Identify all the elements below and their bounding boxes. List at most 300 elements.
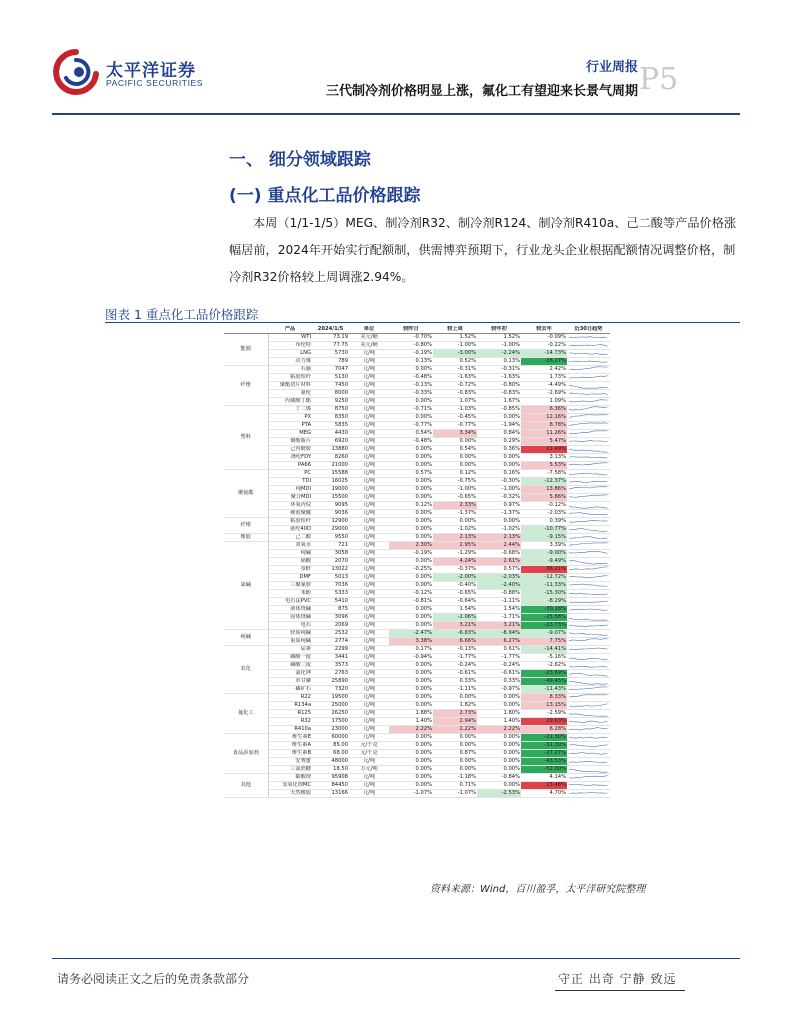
price-cell: 73.19	[312, 334, 349, 342]
sparkline-icon	[567, 654, 610, 661]
price-cell: 7320	[312, 686, 349, 694]
vs-last-year-cell: -2.59%	[521, 710, 567, 718]
sparkline-icon	[567, 438, 610, 445]
trend-sparkline	[567, 702, 610, 710]
vs-last-week-cell: -0.83%	[433, 390, 477, 398]
table-row	[224, 646, 610, 654]
vs-yesterday-cell: 0.00%	[389, 702, 433, 710]
category-cell: 农化	[224, 646, 268, 694]
vs-last-week-cell: 1.82%	[433, 702, 477, 710]
vs-last-week-cell: 2.95%	[433, 542, 477, 550]
vs-last-year-cell: 7.75%	[521, 638, 567, 646]
price-cell: 17500	[312, 718, 349, 726]
unit-cell: 元/吨	[349, 654, 389, 662]
vs-yesterday-cell: -0.25%	[389, 566, 433, 574]
product-name-cell: R22	[268, 694, 312, 702]
table-row	[224, 678, 610, 686]
category-cell: 能源	[224, 334, 268, 366]
vs-year-start-cell: 2.13%	[477, 534, 521, 542]
vs-last-week-cell: 0.00%	[433, 462, 477, 470]
price-cell: 12900	[312, 518, 349, 526]
sparkline-icon	[567, 406, 610, 413]
vs-yesterday-cell: 0.00%	[389, 582, 433, 590]
vs-yesterday-cell: -0.12%	[389, 590, 433, 598]
vs-year-start-cell: 0.00%	[477, 766, 521, 774]
vs-last-year-cell: -11.33%	[521, 582, 567, 590]
vs-yesterday-cell: -0.70%	[389, 334, 433, 342]
trend-sparkline	[567, 446, 610, 454]
unit-cell: 元/吨	[349, 790, 389, 798]
trend-sparkline	[567, 334, 610, 342]
product-name-cell: 氨纶	[268, 390, 312, 398]
table-row	[224, 558, 610, 566]
product-name-cell: 氨纶40D	[268, 526, 312, 534]
vs-last-year-cell: 13.15%	[521, 702, 567, 710]
vs-yesterday-cell: 1.40%	[389, 718, 433, 726]
vs-last-week-cell: -0.40%	[433, 582, 477, 590]
table-row	[224, 430, 610, 438]
vs-year-start-cell: 1.54%	[477, 606, 521, 614]
unit-cell: 美元/桶	[349, 334, 389, 342]
table-row	[224, 582, 610, 590]
trend-sparkline	[567, 358, 610, 366]
unit-cell: 元/吨	[349, 718, 389, 726]
table-row	[224, 518, 610, 526]
vs-yesterday-cell: 0.00%	[389, 670, 433, 678]
table-row	[224, 542, 610, 550]
sparkline-icon	[567, 774, 610, 781]
table-row	[224, 510, 610, 518]
sparkline-icon	[567, 462, 610, 469]
price-cell: 15588	[312, 470, 349, 478]
product-name-cell: 硝酸	[268, 558, 312, 566]
sparkline-icon	[567, 366, 610, 373]
header-price: 2024/1/5	[312, 326, 349, 334]
logo-cn-text: 太平洋证券	[106, 61, 196, 81]
trend-sparkline	[567, 710, 610, 718]
vs-last-week-cell: -6.83%	[433, 630, 477, 638]
vs-last-year-cell: -31.30%	[521, 742, 567, 750]
vs-yesterday-cell: -0.94%	[389, 654, 433, 662]
sparkline-icon	[567, 582, 610, 589]
vs-last-week-cell: 2.33%	[433, 502, 477, 510]
vs-yesterday-cell: 0.00%	[389, 494, 433, 502]
sparkline-icon	[567, 358, 610, 365]
vs-yesterday-cell: 0.17%	[389, 646, 433, 654]
vs-yesterday-cell: -0.48%	[389, 438, 433, 446]
price-cell: 25000	[312, 702, 349, 710]
sparkline-icon	[567, 710, 610, 717]
table-row	[224, 654, 610, 662]
vs-last-week-cell: -1.02%	[433, 526, 477, 534]
header-product: 产品	[268, 326, 312, 334]
vs-year-start-cell: -2.24%	[477, 350, 521, 358]
price-cell: 19000	[312, 486, 349, 494]
unit-cell: 元/吨	[349, 534, 389, 542]
sparkline-icon	[567, 758, 610, 765]
sparkline-icon	[567, 446, 610, 453]
sparkline-icon	[567, 550, 610, 557]
vs-last-week-cell: -2.06%	[433, 614, 477, 622]
unit-cell: 元/吨	[349, 382, 389, 390]
vs-last-year-cell: 36.21%	[521, 566, 567, 574]
sparkline-icon	[567, 542, 610, 549]
vs-last-week-cell: 0.52%	[433, 358, 477, 366]
price-cell: 77.75	[312, 342, 349, 350]
category-cell: 纤维	[224, 366, 268, 406]
vs-last-week-cell: 1.07%	[433, 398, 477, 406]
table-row	[224, 494, 610, 502]
price-cell: 60000	[312, 734, 349, 742]
trend-sparkline	[567, 478, 610, 486]
vs-yesterday-cell: 0.00%	[389, 366, 433, 374]
table-row	[224, 790, 610, 798]
category-cell: 纯碱	[224, 630, 268, 646]
vs-year-start-cell: -1.37%	[477, 510, 521, 518]
vs-year-start-cell: -0.85%	[477, 406, 521, 414]
vs-last-year-cell: -2.03%	[521, 510, 567, 518]
product-name-cell: LNG	[268, 350, 312, 358]
trend-sparkline	[567, 718, 610, 726]
vs-yesterday-cell: 0.00%	[389, 742, 433, 750]
price-cell: 85.00	[312, 742, 349, 750]
body-paragraph: 本周（1/1-1/5）MEG、制冷剂R32、制冷剂R124、制冷剂R410a、己二酸等产品价格涨幅居前，2024年开始实行配额制，供需博弈预期下，行业龙头企业根据配额情况调整价格，制冷剂R32价格较上周调涨2.94%。	[229, 216, 737, 284]
vs-last-week-cell: 1.54%	[433, 606, 477, 614]
trend-sparkline	[567, 550, 610, 558]
unit-cell: 元/吨	[349, 478, 389, 486]
vs-last-week-cell: 3.34%	[433, 430, 477, 438]
vs-last-year-cell: -30.18%	[521, 606, 567, 614]
sparkline-icon	[567, 718, 610, 725]
trend-sparkline	[567, 566, 610, 574]
price-cell: 9036	[312, 510, 349, 518]
unit-cell: 元/吨	[349, 662, 389, 670]
unit-cell: 元/吨	[349, 670, 389, 678]
product-name-cell: 安赛蜜	[268, 758, 312, 766]
vs-last-week-cell: 0.00%	[433, 758, 477, 766]
product-name-cell: 环氧丙烷	[268, 502, 312, 510]
vs-year-start-cell: 0.33%	[477, 678, 521, 686]
vs-year-start-cell: -1.11%	[477, 598, 521, 606]
trend-sparkline	[567, 494, 610, 502]
vs-last-year-cell: 15.48%	[521, 782, 567, 790]
vs-last-week-cell: 0.00%	[433, 694, 477, 702]
vs-yesterday-cell: 2.30%	[389, 542, 433, 550]
price-cell: 15500	[312, 494, 349, 502]
vs-year-start-cell: 0.00%	[477, 694, 521, 702]
table-row	[224, 694, 610, 702]
vs-year-start-cell: 0.16%	[477, 470, 521, 478]
vs-last-year-cell: -27.27%	[521, 750, 567, 758]
unit-cell: 元/吨	[349, 622, 389, 630]
unit-cell: 元/吨	[349, 430, 389, 438]
unit-cell: 元/吨	[349, 646, 389, 654]
trend-sparkline	[567, 382, 610, 390]
price-cell: 13166	[312, 790, 349, 798]
vs-last-year-cell: -43.53%	[521, 758, 567, 766]
vs-last-year-cell: -14.41%	[521, 646, 567, 654]
vs-yesterday-cell: 0.00%	[389, 750, 433, 758]
vs-last-year-cell: 8.33%	[521, 694, 567, 702]
vs-last-week-cell: -1.63%	[433, 374, 477, 382]
vs-year-start-cell: 3.21%	[477, 622, 521, 630]
unit-cell: 元/吨	[349, 470, 389, 478]
vs-last-week-cell: -3.00%	[433, 350, 477, 358]
vs-yesterday-cell: 0.00%	[389, 486, 433, 494]
trend-sparkline	[567, 734, 610, 742]
vs-last-week-cell: 0.00%	[433, 766, 477, 774]
vs-last-week-cell: 1.52%	[433, 334, 477, 342]
vs-last-year-cell: -0.22%	[521, 342, 567, 350]
vs-last-week-cell: 0.71%	[433, 782, 477, 790]
product-name-cell: 固体烧碱	[268, 614, 312, 622]
header-30d-trend: 近30日趋势	[567, 326, 610, 334]
vs-year-start-cell: 0.00%	[477, 742, 521, 750]
unit-cell: 元/吨	[349, 446, 389, 454]
table-row	[224, 366, 610, 374]
vs-last-year-cell: -8.29%	[521, 598, 567, 606]
table-row	[224, 758, 610, 766]
table-row	[224, 598, 610, 606]
vs-yesterday-cell: 0.00%	[389, 622, 433, 630]
product-name-cell: 涤纶FDY	[268, 454, 312, 462]
category-cell: 其他	[224, 774, 268, 798]
product-name-cell: 碳酸锂	[268, 774, 312, 782]
vs-last-week-cell: -1.37%	[433, 510, 477, 518]
trend-sparkline	[567, 758, 610, 766]
header-divider	[52, 113, 740, 115]
vs-year-start-cell: 0.00%	[477, 414, 521, 422]
trend-sparkline	[567, 766, 610, 774]
vs-year-start-cell: 0.13%	[477, 358, 521, 366]
vs-year-start-cell: 0.61%	[477, 646, 521, 654]
vs-last-year-cell: -9.49%	[521, 558, 567, 566]
table-row	[224, 574, 610, 582]
vs-year-start-cell: -0.30%	[477, 478, 521, 486]
vs-last-week-cell: -1.00%	[433, 486, 477, 494]
table-row	[224, 614, 610, 622]
vs-year-start-cell: -1.00%	[477, 486, 521, 494]
table-row	[224, 406, 610, 414]
price-cell: 8750	[312, 406, 349, 414]
product-name-cell: R32	[268, 718, 312, 726]
category-cell: 聚氨酯	[224, 470, 268, 518]
vs-last-year-cell: -2.62%	[521, 662, 567, 670]
vs-year-start-cell: 0.29%	[477, 438, 521, 446]
table-row	[224, 566, 610, 574]
unit-cell: 元/吨	[349, 350, 389, 358]
product-name-cell: 重质纯碱	[268, 638, 312, 646]
vs-year-start-cell: -1.02%	[477, 526, 521, 534]
price-cell: 9550	[312, 534, 349, 542]
category-cell: 橡胶	[224, 534, 268, 542]
product-name-cell: PC	[268, 470, 312, 478]
trend-sparkline	[567, 694, 610, 702]
vs-yesterday-cell: 0.00%	[389, 758, 433, 766]
unit-cell: 元/吨	[349, 782, 389, 790]
vs-last-year-cell: 12.16%	[521, 414, 567, 422]
product-name-cell: 聚酯瓶片	[268, 438, 312, 446]
vs-year-start-cell: -1.00%	[477, 342, 521, 350]
price-cell: 13022	[312, 566, 349, 574]
report-title: 三代制冷剂价格明显上涨，氟化工有望迎来长景气周期	[325, 84, 638, 99]
vs-last-week-cell: 0.00%	[433, 454, 477, 462]
price-cell: 3441	[312, 654, 349, 662]
vs-last-week-cell: -1.18%	[433, 774, 477, 782]
trend-sparkline	[567, 454, 610, 462]
vs-yesterday-cell: 0.00%	[389, 526, 433, 534]
price-cell: 26250	[312, 710, 349, 718]
trend-sparkline	[567, 782, 610, 790]
unit-cell: 元/吨	[349, 502, 389, 510]
page-number: P5	[639, 62, 679, 97]
trend-sparkline	[567, 662, 610, 670]
price-cell: 8000	[312, 390, 349, 398]
price-cell: 8260	[312, 454, 349, 462]
table-row	[224, 550, 610, 558]
vs-yesterday-cell: 0.00%	[389, 398, 433, 406]
trend-sparkline	[567, 502, 610, 510]
table-row	[224, 390, 610, 398]
product-name-cell: 尿素	[268, 646, 312, 654]
vs-last-week-cell: -0.31%	[433, 366, 477, 374]
unit-cell: 元/吨	[349, 454, 389, 462]
vs-last-year-cell: 4.70%	[521, 790, 567, 798]
vs-yesterday-cell: -0.19%	[389, 350, 433, 358]
table-row	[224, 766, 610, 774]
sparkline-icon	[567, 734, 610, 741]
table-row	[224, 422, 610, 430]
sparkline-icon	[567, 694, 610, 701]
unit-cell: 元/吨	[349, 590, 389, 598]
product-name-cell: 电石	[268, 622, 312, 630]
price-cell: 68.00	[312, 750, 349, 758]
vs-year-start-cell: -1.71%	[477, 614, 521, 622]
table-row	[224, 478, 610, 486]
trend-sparkline	[567, 742, 610, 750]
vs-year-start-cell: 1.67%	[477, 398, 521, 406]
unit-cell: 元/吨	[349, 550, 389, 558]
trend-sparkline	[567, 654, 610, 662]
trend-sparkline	[567, 774, 610, 782]
vs-yesterday-cell: 0.00%	[389, 606, 433, 614]
vs-yesterday-cell: 1.88%	[389, 710, 433, 718]
unit-cell: 元/吨	[349, 518, 389, 526]
price-cell: 29000	[312, 526, 349, 534]
unit-cell: 元/吨	[349, 606, 389, 614]
vs-last-year-cell: -49.45%	[521, 678, 567, 686]
header-vs-year-start: 较年初	[477, 326, 521, 334]
logo-en-text: PACIFIC SECURITIES	[106, 78, 204, 88]
category-cell: 食品添加剂	[224, 734, 268, 774]
table-row	[224, 502, 610, 510]
product-name-cell: 硬泡聚醚	[268, 510, 312, 518]
unit-cell: 元/吨	[349, 406, 389, 414]
sparkline-icon	[567, 502, 610, 509]
vs-year-start-cell: -0.61%	[477, 670, 521, 678]
vs-last-week-cell: 0.12%	[433, 470, 477, 478]
trend-sparkline	[567, 542, 610, 550]
vs-last-week-cell: 0.00%	[433, 742, 477, 750]
vs-yesterday-cell: 0.00%	[389, 662, 433, 670]
table-row	[224, 710, 610, 718]
price-cell: 21000	[312, 462, 349, 470]
sparkline-icon	[567, 638, 610, 645]
footer-disclaimer: 请务必阅读正文之后的免责条款部分	[57, 972, 250, 986]
unit-cell: 元/吨	[349, 734, 389, 742]
price-cell: 2763	[312, 670, 349, 678]
vs-year-start-cell: 0.00%	[477, 758, 521, 766]
vs-yesterday-cell: 0.00%	[389, 446, 433, 454]
unit-cell: 元/吨	[349, 358, 389, 366]
product-name-cell: PA66	[268, 462, 312, 470]
header-category	[224, 326, 268, 334]
vs-year-start-cell: 0.00%	[477, 734, 521, 742]
trend-sparkline	[567, 430, 610, 438]
sparkline-icon	[567, 374, 610, 381]
sparkline-icon	[567, 622, 610, 629]
vs-last-week-cell: 4.24%	[433, 558, 477, 566]
figure-divider	[105, 322, 740, 323]
unit-cell: 元/吨	[349, 510, 389, 518]
sparkline-icon	[567, 702, 610, 709]
table-row	[224, 446, 610, 454]
vs-yesterday-cell: -0.80%	[389, 342, 433, 350]
vs-last-week-cell: 0.00%	[433, 734, 477, 742]
header-vs-last-week: 较上周	[433, 326, 477, 334]
trend-sparkline	[567, 342, 610, 350]
vs-year-start-cell: -8.94%	[477, 630, 521, 638]
price-cell: 3573	[312, 662, 349, 670]
product-name-cell: 聚酯切片材料	[268, 382, 312, 390]
product-name-cell: 动力煤	[268, 358, 312, 366]
vs-last-week-cell: -1.29%	[433, 550, 477, 558]
vs-last-year-cell: -25.58%	[521, 614, 567, 622]
vs-last-year-cell: -4.49%	[521, 382, 567, 390]
unit-cell: 元/吨	[349, 686, 389, 694]
vs-year-start-cell: -2.03%	[477, 574, 521, 582]
unit-cell: 元/吨	[349, 390, 389, 398]
sparkline-icon	[567, 566, 610, 573]
sparkline-icon	[567, 782, 610, 789]
vs-yesterday-cell: 0.00%	[389, 574, 433, 582]
vs-last-week-cell: -0.72%	[433, 382, 477, 390]
vs-yesterday-cell: -2.47%	[389, 630, 433, 638]
sparkline-icon	[567, 454, 610, 461]
product-name-cell: 天然橡胶	[268, 790, 312, 798]
price-cell: 16025	[312, 478, 349, 486]
product-name-cell: R410a	[268, 726, 312, 734]
vs-last-year-cell: -14.73%	[521, 350, 567, 358]
unit-cell: 元/吨	[349, 614, 389, 622]
price-cell: 5130	[312, 374, 349, 382]
price-cell: 7047	[312, 366, 349, 374]
vs-year-start-cell: -1.77%	[477, 654, 521, 662]
product-name-cell: 轻质纯碱	[268, 630, 312, 638]
vs-last-week-cell: 0.00%	[433, 438, 477, 446]
vs-last-year-cell: -12.37%	[521, 478, 567, 486]
vs-last-year-cell: 1.73%	[521, 374, 567, 382]
product-name-cell: 维生素A	[268, 742, 312, 750]
category-cell: 塑料	[224, 406, 268, 470]
vs-yesterday-cell: 0.00%	[389, 734, 433, 742]
header-vs-yesterday: 较昨日	[389, 326, 433, 334]
table-row	[224, 526, 610, 534]
vs-last-week-cell: -0.24%	[433, 662, 477, 670]
unit-cell: 元/吨	[349, 494, 389, 502]
product-name-cell: 液体烧碱	[268, 606, 312, 614]
price-cell: 6920	[312, 438, 349, 446]
